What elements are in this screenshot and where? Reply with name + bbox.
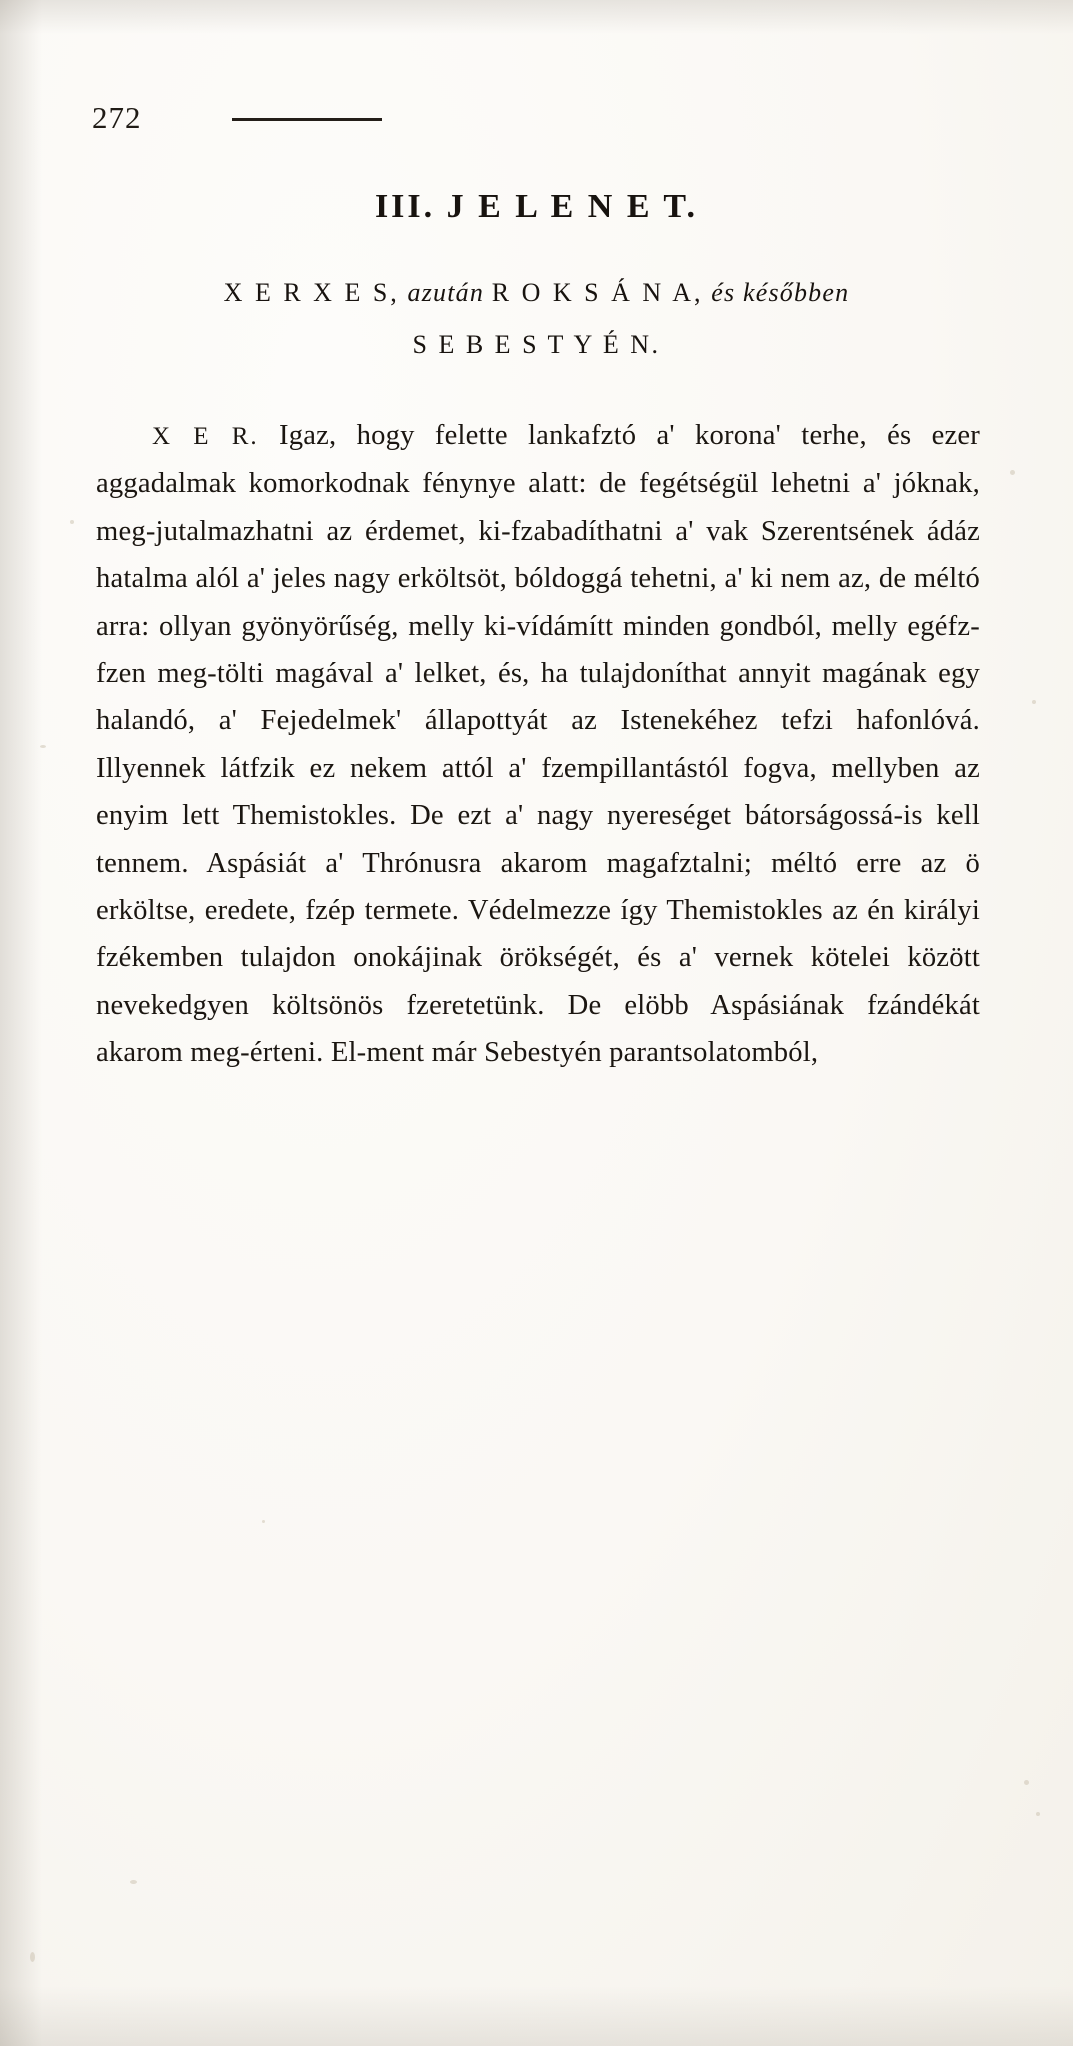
paper-speck	[262, 1520, 265, 1523]
cast-conjunction-azutan: azután	[407, 278, 485, 307]
cast-line-first	[0, 278, 1073, 308]
page-edge-shadow-bottom	[0, 1986, 1073, 2046]
page-number: 272	[92, 100, 142, 135]
paper-speck	[40, 745, 46, 748]
speech-paragraph	[96, 412, 980, 1077]
paper-speck	[1024, 1780, 1029, 1785]
page-edge-shadow-top	[0, 0, 1073, 34]
paper-speck	[30, 1952, 35, 1962]
speaker-label: X E R.	[152, 423, 259, 450]
horizontal-rule-divider	[232, 118, 382, 121]
paper-speck	[70, 520, 74, 524]
speech-body	[96, 412, 980, 1077]
character-name-sebestyen: S E B E S T Y É N.	[412, 330, 661, 359]
scene-heading: III. J E L E N E T.	[374, 188, 699, 225]
cast-conjunction-kesobben: és későbben	[711, 278, 850, 307]
paper-speck	[1032, 700, 1036, 704]
page-edge-shadow-left	[0, 0, 42, 2046]
character-name-roksana: R O K S Á N A,	[491, 278, 704, 307]
paper-speck	[1010, 470, 1015, 475]
paper-speck	[130, 1880, 137, 1884]
paper-speck	[1036, 1812, 1040, 1816]
character-name-xerxes: X E R X E S,	[223, 278, 400, 307]
speech-text: Igaz, hogy felette lankafztó a' korona' terhe, és ezer aggadalmak komorkodnak fénynye alatt: de fegétségül lehetni a' jóknak, meg-jutalmazhatni az érdemet, ki-fzabadíthatni a' vak Szerentsének ádáz hatalma alól a' jeles nagy erköltsöt, bóldoggá tehetni, a' ki nem az, de méltó arra: ollyan gyönyörűség, melly ki-vídámítt minden gondból, melly egéfz-fzen meg-tölti magával a' lelket, és, ha tulajdoníthat annyit magának egy halandó, a' Fejedelmek' állapottyát az Istenekéhez tefzi hafonlóvá. Illyennek látfzik ez nekem attól a' fzempillantástól fogva, mellyben az enyim lett Themistokles. De ezt a' nagy nyereséget bátorságossá-is kell tennem. Aspásiát a' Thrónusra akarom magafztalni; méltó erre az ö erköltse, eredete, fzép termete. Védelmezze így Themistokles az én királyi fzékemben tulajdon onokájinak örökségét, és a' vernek kötelei között nevekedgyen költsönös fzeretetünk. De elöbb Aspásiának fzándékát akarom meg-érteni. El-ment már Sebestyén parantsolatomból,	[96, 420, 981, 1069]
